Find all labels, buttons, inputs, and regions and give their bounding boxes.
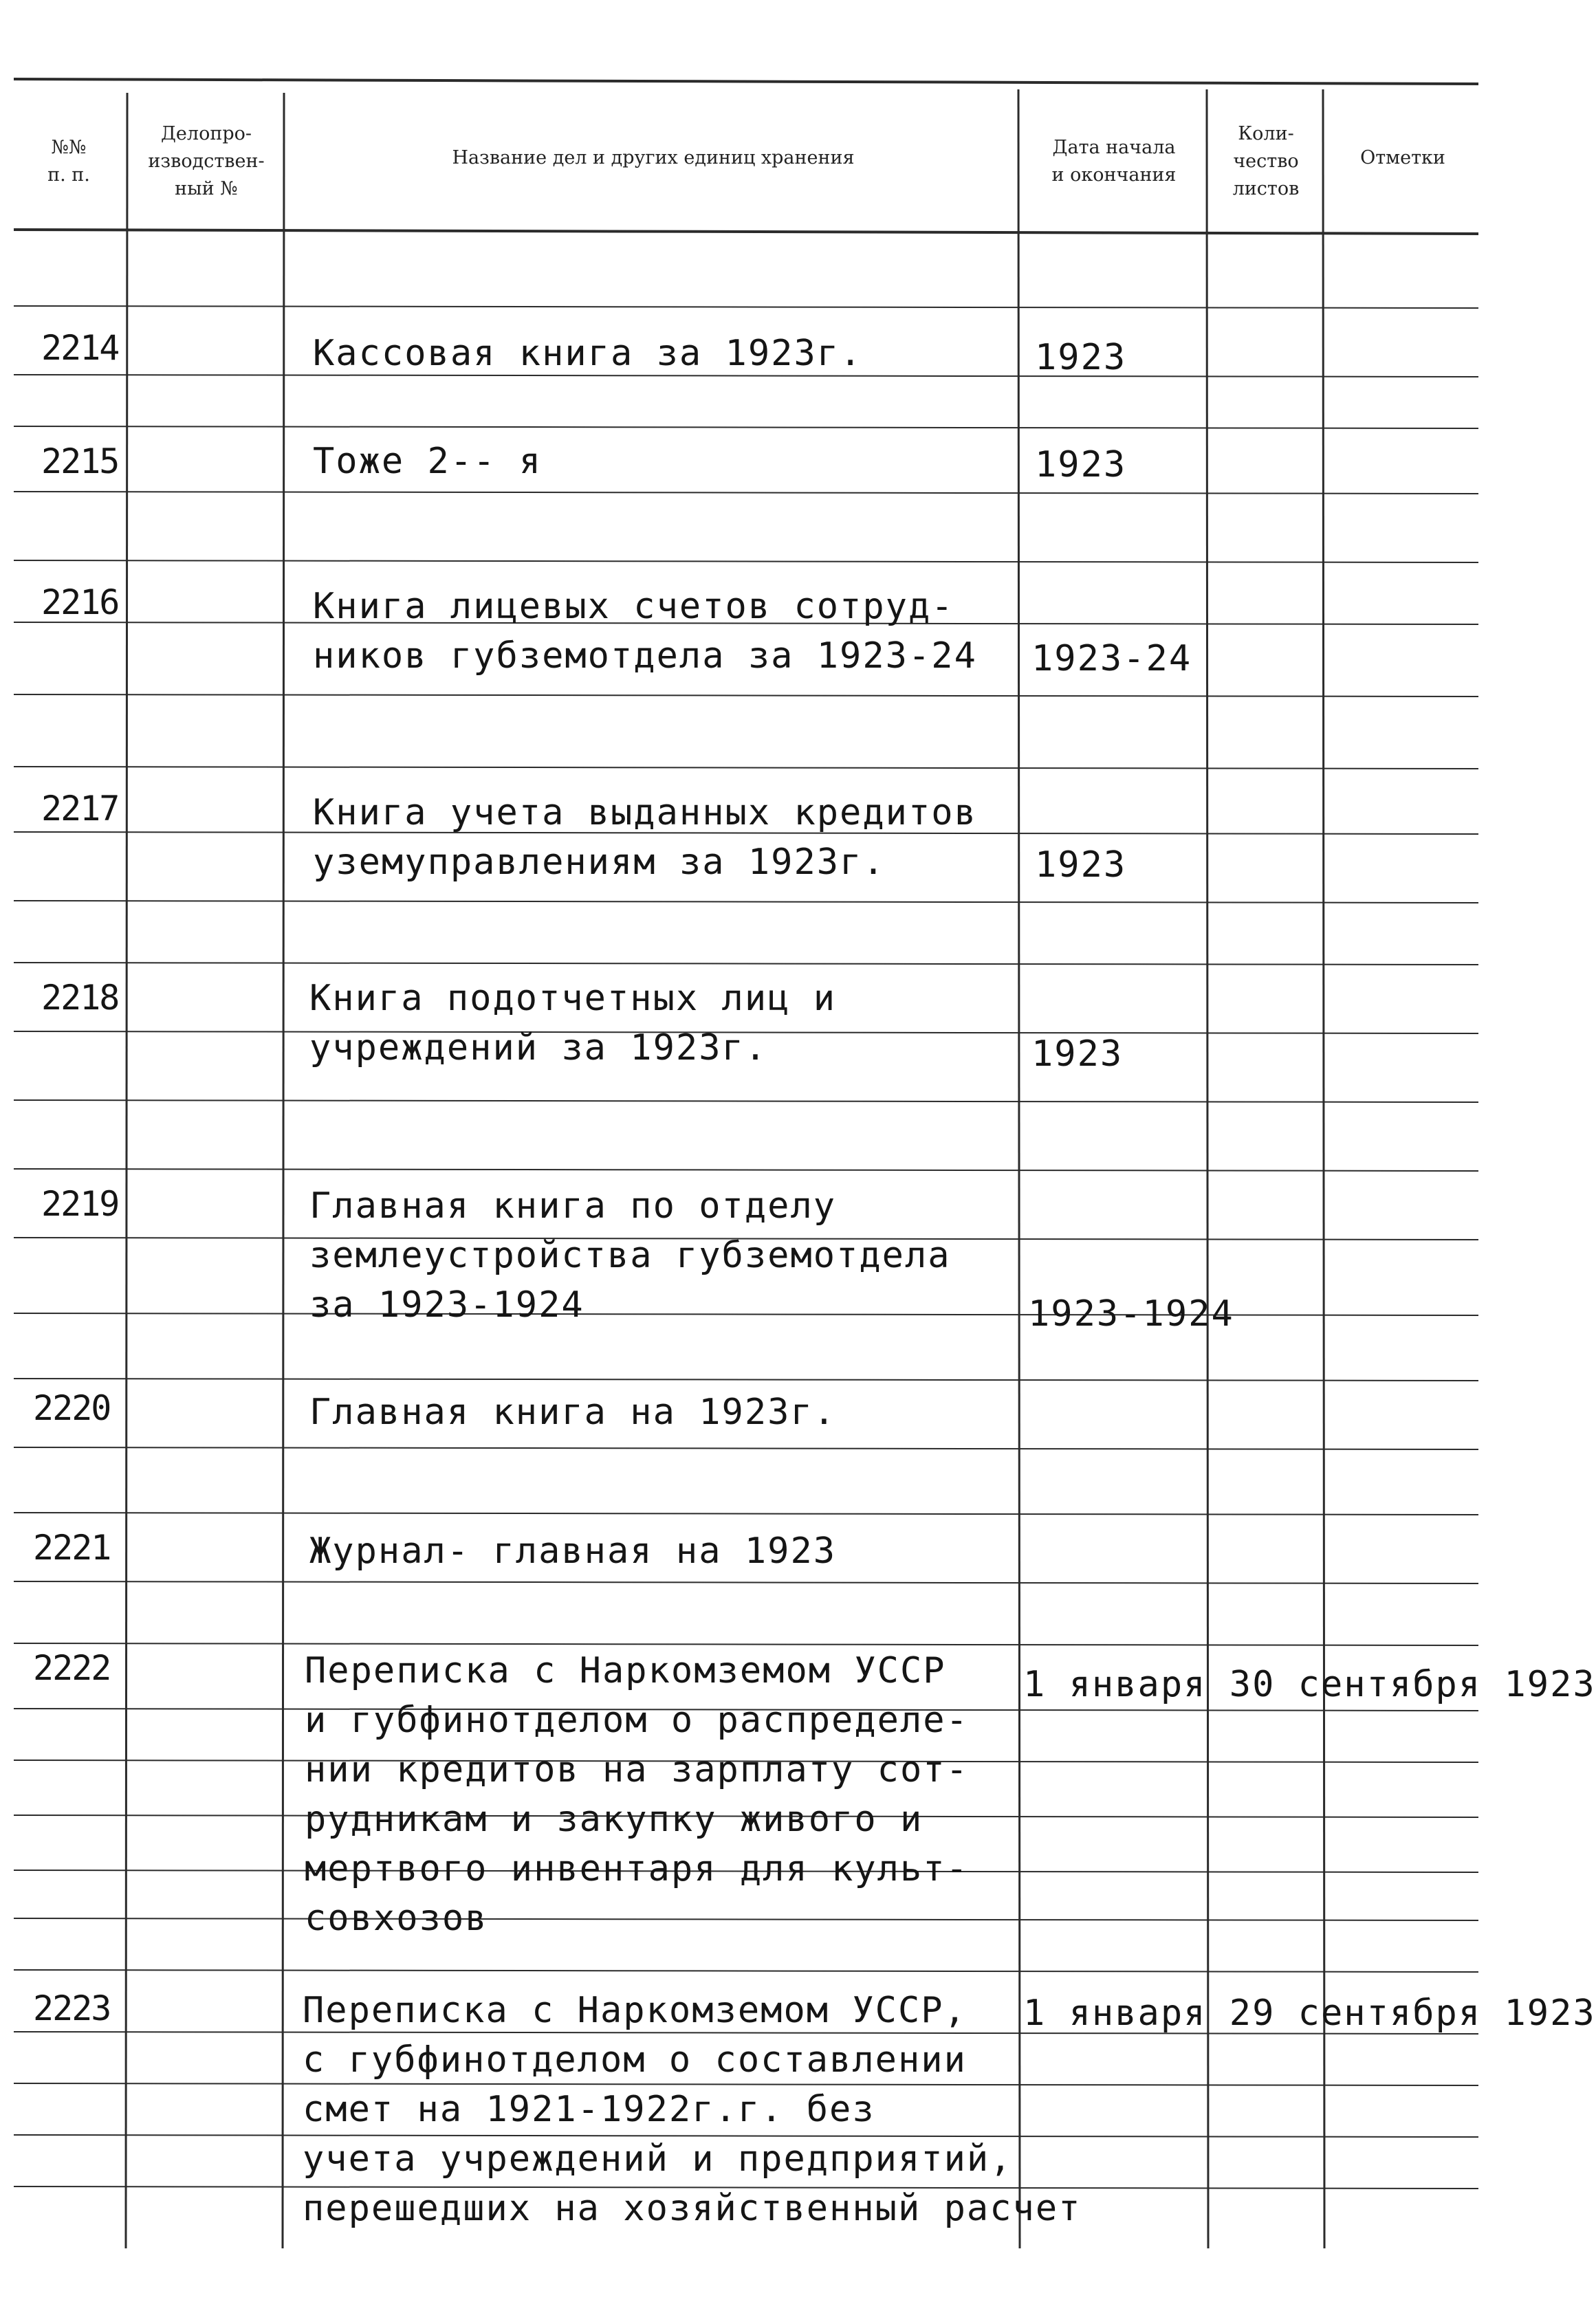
row-number: 2216 [41,582,119,622]
date-line: 1923 [1504,1993,1596,2034]
row-title [309,1388,836,1437]
ruling-line [14,1970,1478,1972]
date-line: 1923 [1035,337,1127,378]
row-title [303,1986,1081,2233]
date-line: 1923 [1504,1664,1596,1705]
title-line: Кассовая книга за 1923г. [313,333,863,374]
row-number: 2215 [41,441,119,481]
title-line: и губфинотделом о распределе- [305,1700,969,1741]
row-number: 2217 [41,789,119,829]
header-number [14,103,124,220]
ruling-line [14,306,1478,308]
ruling-line [14,1379,1478,1381]
row-number: 2223 [33,1988,111,2028]
date-line: 1 января [1023,1664,1207,1705]
row-number: 2214 [41,328,119,368]
title-line: ников губземотдела за 1923-24 [313,635,977,677]
date-line: 1923-24 [1031,638,1192,679]
title-line: Переписка с Наркомземом УССР, [303,1990,967,2031]
ruling-line [14,901,1478,903]
ruling-line [14,1169,1478,1171]
title-line: Тоже 2-- я [313,441,543,482]
row-title [313,329,862,378]
title-line: Книга подотчетных лиц и [309,978,837,1019]
header-notes-label: Отметки [1360,147,1445,168]
row-title [313,437,542,486]
header-number-label: №№ п. п. [47,137,90,186]
header-title-label: Название дел и других единиц хранения [452,147,855,168]
title-line: Книга учета выданных кредитов [313,792,977,833]
title-line: мертвого инвентаря для культ- [305,1848,969,1889]
header-notes [1327,103,1478,213]
ruling-line [14,1100,1478,1102]
row-dates [1023,1988,1596,2038]
title-line: рудникам и закупку живого и [305,1799,923,1840]
row-number: 2219 [41,1184,119,1224]
header-sheets-label: Коли- чество листов [1232,123,1300,199]
row-title [305,1646,969,1943]
ruling-line [14,1643,1478,1645]
date-line: 1923 [1035,444,1127,485]
row-title [309,1526,836,1576]
date-line: 1923 [1035,844,1127,886]
title-line: учета учреждений и предприятий, [303,2138,1013,2180]
row-number: 2221 [33,1528,111,1568]
title-line: землеустройства губземотдела [309,1235,951,1276]
title-line: с губфинотделом о составлении [303,2039,967,2081]
row-title [309,974,836,1073]
title-line: уземуправлениям за 1923г. [313,842,886,883]
title-line: Книга лицевых счетов сотруд- [313,586,954,627]
ruling-line [14,1513,1478,1515]
row-dates [1031,634,1192,683]
title-line: Главная книга на 1923г. [309,1392,837,1433]
row-title [313,788,977,887]
row-dates [1035,440,1126,490]
row-number: 2218 [41,978,119,1018]
header-office-number [131,96,282,227]
ruling-line [14,426,1478,428]
header-title [289,103,1018,213]
title-line: перешедших на хозяйственный расчет [303,2188,1082,2229]
ruling-line [14,963,1478,965]
header-office-number-label: Делопро- изводствен- ный № [148,123,265,199]
date-line: 1923-1924 [1028,1293,1234,1335]
date-line: 29 сентября [1229,1993,1482,2034]
row-dates [1028,1289,1234,1339]
ruling-line [14,767,1478,769]
ruling-line [14,1447,1478,1449]
title-line: учреждений за 1923г. [309,1027,768,1068]
date-line: 1923 [1031,1033,1124,1075]
title-line: Переписка с Наркомземом УССР [305,1650,946,1691]
header-dates [1023,103,1205,220]
title-line: совхозов [305,1898,488,1939]
date-line: 30 сентября [1229,1664,1482,1705]
row-dates [1035,333,1126,382]
header-dates-label: Дата начала и окончания [1051,137,1177,186]
row-number: 2220 [33,1388,111,1428]
title-line: Главная книга по отделу [309,1185,837,1227]
row-dates [1035,840,1126,890]
row-title [313,582,977,681]
row-dates [1023,1660,1596,1709]
title-line: за 1923-1924 [309,1284,584,1326]
date-line: 1 января [1023,1993,1207,2034]
row-number: 2222 [33,1648,111,1688]
ruling-line [14,492,1478,494]
row-title [309,1181,951,1330]
title-line: нии кредитов на зарплату сот- [305,1749,969,1790]
ruling-line [14,560,1478,562]
ruling-line [14,694,1478,697]
title-line: смет на 1921-1922г.г. без [303,2089,875,2130]
row-dates [1031,1029,1123,1079]
ruling-line [14,1581,1478,1583]
title-line: Журнал- главная на 1923 [309,1531,837,1572]
header-sheets [1210,96,1322,227]
